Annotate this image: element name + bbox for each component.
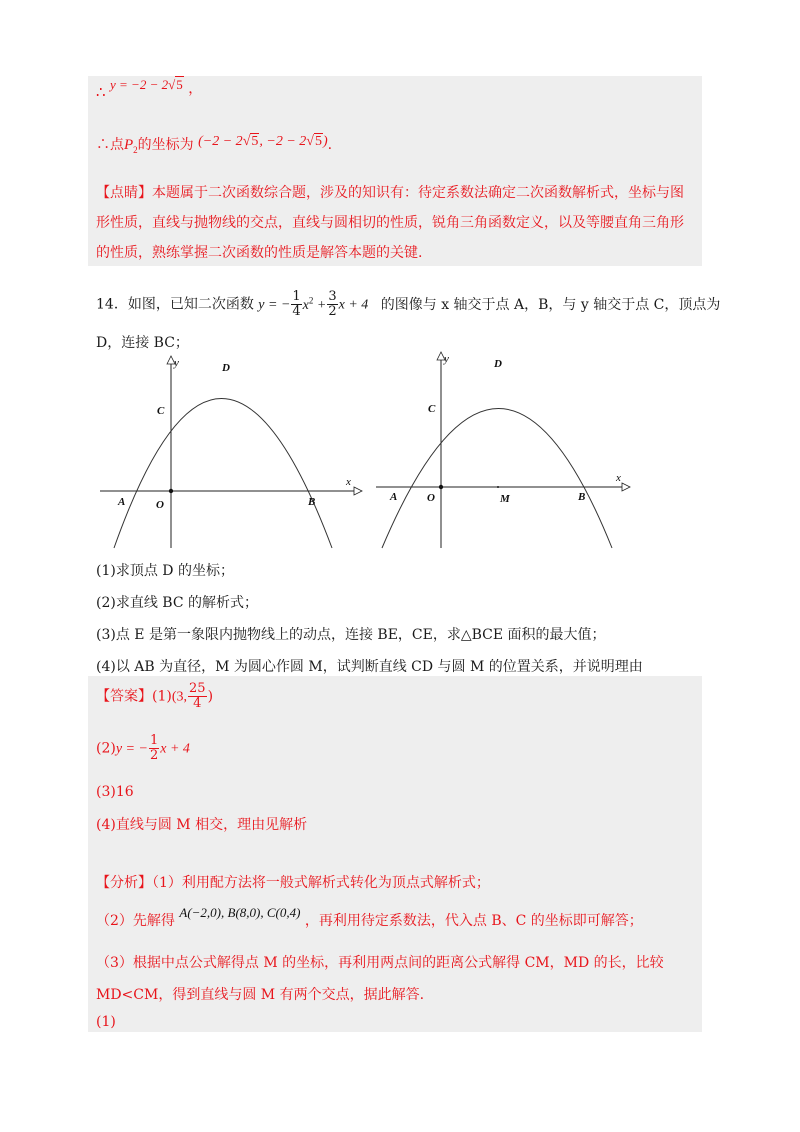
parabola	[114, 399, 332, 549]
parabola	[382, 409, 612, 549]
label-C: C	[157, 405, 165, 417]
comment-line-1: 【点睛】本题属于二次函数综合题，涉及的知识有：待定系数法确定二次函数解析式，坐标与图	[96, 185, 684, 201]
label-M: M	[500, 493, 510, 505]
label-O: O	[427, 492, 435, 504]
analysis-line-3: （3）根据中点公式解得点 M 的坐标，再利用两点间的距离公式解得 CM，MD 的长，比较	[96, 955, 664, 971]
analysis-line-5: (1)	[96, 1014, 116, 1030]
x-axis-arrow	[622, 483, 630, 491]
point-m	[497, 486, 499, 488]
therefore-line-y: ∴ y = −2 − 2√5 ，	[96, 77, 203, 101]
comment-line-3: 的性质，熟练掌握二次函数的性质是解答本题的关键.	[96, 245, 423, 261]
label-B: B	[308, 496, 316, 508]
previous-solution-block	[88, 76, 702, 266]
answer-4: (4)直线与圆 M 相交，理由见解析	[96, 817, 308, 833]
label-x: x	[616, 472, 621, 484]
sub-question-4: (4)以 AB 为直径，M 为圆心作圆 M，试判断直线 CD 与圆 M 的位置关系，并说明理由	[96, 659, 643, 675]
question-stem: 14．如图，已知二次函数 y = − $\frac{1}{4}$ $x^2$ + $\frac{3}{2}$ x + 4 的图像与 x 轴交于点 A，B，与 y 轴交于点 C，顶点为	[96, 289, 721, 320]
answer-1: 【答案】(1)(3, $\frac{25}{4}$ )	[96, 681, 214, 711]
answer-block	[88, 676, 702, 1032]
label-B: B	[578, 491, 586, 503]
therefore-line-p2: ∴点$P_2$的坐标为 (−2 − 2√5, −2 − 2√5).	[96, 134, 333, 155]
sub-question-2: (2)求直线 BC 的解析式；	[96, 595, 258, 611]
origin-point	[169, 489, 173, 493]
label-y: y	[174, 357, 179, 369]
x-axis-arrow	[354, 487, 362, 495]
label-A: A	[118, 496, 126, 508]
answer-3: (3)16	[96, 784, 134, 800]
label-A: A	[390, 491, 398, 503]
analysis-line-2: （2）先解得 A(−2,0), B(8,0), C(0,4) ，再利用待定系数法，代入点 B、C 的坐标即可解答；	[96, 905, 643, 929]
analysis-line-1: 【分析】（1）利用配方法将一般式解析式转化为顶点式解析式；	[96, 875, 490, 891]
analysis-line-4: MD<CM，得到直线与圆 M 有两个交点，据此解答.	[96, 987, 425, 1003]
label-D: D	[222, 362, 230, 374]
origin-point	[439, 485, 443, 489]
answer-2: (2)y = − $\frac{1}{2}$ x + 4	[96, 733, 190, 763]
label-x: x	[346, 476, 351, 488]
label-O: O	[156, 499, 164, 511]
figure-left	[92, 352, 364, 552]
sub-question-1: (1)求顶点 D 的坐标；	[96, 563, 234, 579]
comment-line-2: 形性质，直线与抛物线的交点，直线与圆相切的性质，锐角三角函数定义，以及等腰直角三角形	[96, 215, 684, 231]
figure-right	[372, 346, 634, 550]
label-C: C	[428, 403, 436, 415]
question-stem-line2: D，连接 BC；	[96, 335, 189, 351]
sub-question-3: (3)点 E 是第一象限内抛物线上的动点，连接 BE，CE，求△BCE 面积的最大值；	[96, 627, 606, 643]
label-y: y	[444, 353, 449, 365]
label-D: D	[494, 358, 502, 370]
